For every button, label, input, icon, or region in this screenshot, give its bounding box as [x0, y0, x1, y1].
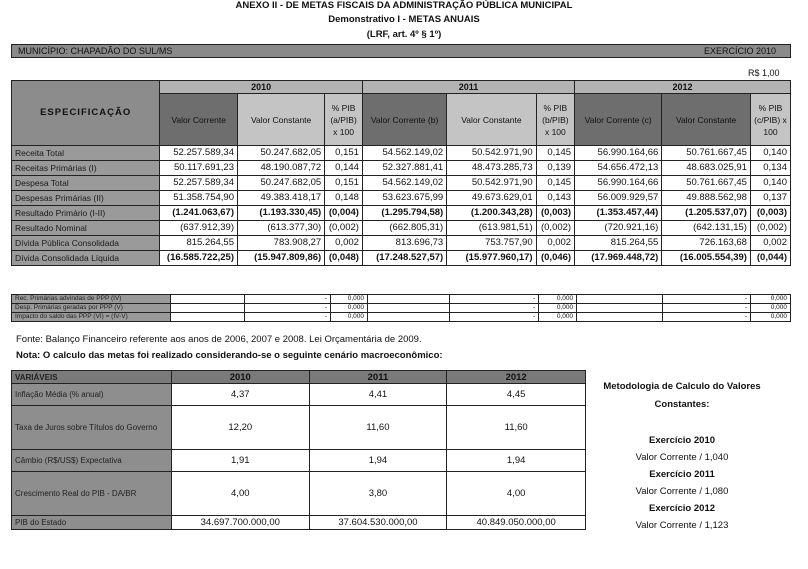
- table-cell: 783.908,27: [238, 236, 325, 251]
- methodology-formula-2010: Valor Corrente / 1,040: [635, 452, 729, 463]
- ppp-table: [11, 294, 791, 322]
- table-cell: 11,60: [447, 406, 586, 450]
- row-label: Desp. Primárias geradas por PPP (V): [12, 304, 171, 313]
- table-cell: -: [244, 313, 330, 322]
- table-cell: (16.585.722,25): [160, 251, 238, 266]
- table-cell: (0,002): [750, 221, 790, 236]
- table-row: [12, 313, 791, 322]
- col-header-pib-2011: % PIB (b/PIB) x 100: [536, 94, 574, 146]
- table-cell: 50.117.691,23: [160, 161, 238, 176]
- table-cell: [368, 313, 450, 322]
- table-cell: -: [244, 304, 330, 313]
- row-label: Resultado Nominal: [12, 221, 160, 236]
- table-row: [12, 161, 791, 176]
- table-cell: 4,00: [447, 472, 586, 516]
- col-header-current-2012: Valor Corrente (c): [575, 94, 662, 146]
- table-cell: (0,048): [325, 251, 363, 266]
- table-row: [12, 221, 791, 236]
- table-row: [12, 191, 791, 206]
- specification-header: ESPECIFICAÇÃO: [12, 81, 160, 146]
- table-cell: 1,94: [447, 450, 586, 472]
- table-cell: (662.805,31): [362, 221, 446, 236]
- row-label: Dívida Pública Consolidada: [12, 236, 160, 251]
- table-cell: 0,000: [751, 313, 791, 322]
- table-cell: 4,37: [171, 384, 309, 406]
- table-cell: -: [450, 295, 539, 304]
- methodology-year-2010: Exercício 2010: [648, 435, 716, 446]
- table-cell: [171, 313, 245, 322]
- table-cell: -: [663, 313, 751, 322]
- table-cell: -: [450, 313, 539, 322]
- table-row: [12, 406, 586, 450]
- table-cell: 753.757,90: [447, 236, 536, 251]
- table-cell: (15.977.960,17): [447, 251, 536, 266]
- year-header-2012: 2012: [575, 81, 791, 94]
- row-label: Receita Total: [12, 146, 160, 161]
- table-cell: 48.683.025,91: [662, 161, 751, 176]
- table-cell: [577, 295, 663, 304]
- table-cell: 50.247.682,05: [238, 146, 325, 161]
- table-cell: 52.327.881,41: [362, 161, 446, 176]
- table-cell: (0,046): [536, 251, 574, 266]
- table-cell: 49.383.418,17: [238, 191, 325, 206]
- table-cell: 54.562.149,02: [362, 146, 446, 161]
- table-cell: 0,140: [750, 176, 790, 191]
- table-cell: (17.248.527,57): [362, 251, 446, 266]
- table-cell: (0,044): [750, 251, 790, 266]
- table-row: [12, 304, 791, 313]
- table-cell: 54.656.472,13: [575, 161, 662, 176]
- table-cell: 815.264,55: [575, 236, 662, 251]
- table-cell: 4,41: [309, 384, 447, 406]
- table-cell: 0,000: [751, 304, 791, 313]
- methodology-formula-2011: Valor Corrente / 1,080: [635, 486, 729, 497]
- table-cell: 1,91: [171, 450, 309, 472]
- table-cell: 11,60: [309, 406, 447, 450]
- table-cell: (1.295.794,58): [362, 206, 446, 221]
- row-label: Despesas Primárias (II): [12, 191, 160, 206]
- table-cell: 0,144: [325, 161, 363, 176]
- row-label: Taxa de Juros sobre Títulos do Governo: [12, 406, 172, 450]
- col-header-pib-2010: % PIB (a/PIB) x 100: [325, 94, 363, 146]
- table-cell: [368, 295, 450, 304]
- row-label: Despesa Total: [12, 176, 160, 191]
- table-cell: 12,20: [171, 406, 309, 450]
- table-cell: 0,002: [536, 236, 574, 251]
- table-cell: 52.257.589,34: [160, 176, 238, 191]
- table-cell: 37.604.530.000,00: [309, 516, 447, 530]
- col-header-constant-2011: Valor Constante: [447, 94, 536, 146]
- table-cell: [171, 304, 245, 313]
- table-cell: 56.990.164,66: [575, 146, 662, 161]
- table-cell: 0,000: [751, 295, 791, 304]
- table-cell: (0,003): [536, 206, 574, 221]
- table-cell: 48.473.285,73: [447, 161, 536, 176]
- table-row: [12, 146, 791, 161]
- table-cell: 0,140: [750, 146, 790, 161]
- methodology-formula-2012: Valor Corrente / 1,123: [635, 520, 729, 531]
- table-cell: 51.358.754,90: [160, 191, 238, 206]
- table-cell: 0,134: [750, 161, 790, 176]
- table-cell: 3,80: [309, 472, 447, 516]
- col-header-constant-2012: Valor Constante: [662, 94, 751, 146]
- vars-year-header: 2011: [309, 371, 447, 384]
- methodology-year-2011: Exercício 2011: [649, 469, 715, 480]
- table-cell: 0,143: [536, 191, 574, 206]
- table-cell: 0,148: [325, 191, 363, 206]
- table-cell: (1.205.537,07): [662, 206, 751, 221]
- table-cell: (1.241.063,67): [160, 206, 238, 221]
- table-cell: (613.981,51): [447, 221, 536, 236]
- row-label: Impacto do saldo das PPP (VI) = (IV-V): [12, 313, 171, 322]
- row-label: Dívida Consolidada Líquida: [12, 251, 160, 266]
- table-cell: 50.761.667,45: [662, 146, 751, 161]
- row-label: Crescimento Real do PIB - DA/BR: [12, 472, 172, 516]
- table-row: [12, 472, 586, 516]
- methodology-box: [594, 378, 770, 534]
- table-cell: 0,000: [331, 304, 368, 313]
- table-cell: (637.912,39): [160, 221, 238, 236]
- table-cell: (720.921,16): [575, 221, 662, 236]
- row-label: Rec. Primárias advindas de PPP (IV): [12, 295, 171, 304]
- table-cell: -: [663, 304, 751, 313]
- table-cell: -: [244, 295, 330, 304]
- table-cell: 1,94: [309, 450, 447, 472]
- table-cell: -: [450, 304, 539, 313]
- table-cell: [577, 313, 663, 322]
- table-cell: [368, 304, 450, 313]
- table-cell: 50.542.971,90: [447, 146, 536, 161]
- table-cell: 726.163,68: [662, 236, 751, 251]
- table-cell: [171, 295, 245, 304]
- table-cell: 0,000: [331, 313, 368, 322]
- table-row: [12, 295, 791, 304]
- report-title: ANEXO II - DE METAS FISCAIS DA ADMINISTRAÇÃO PÚBLICA MUNICIPAL: [235, 0, 573, 11]
- report-subtitle: Demonstrativo I - METAS ANUAIS: [328, 14, 480, 25]
- source-note: Fonte: Balanço Financeiro referente aos anos de 2006, 2007 e 2008. Lei Orçamentária de 2009.: [16, 334, 422, 345]
- row-label: PIB do Estado: [12, 516, 172, 530]
- table-cell: 0,145: [536, 146, 574, 161]
- table-cell: 49.888.562,98: [662, 191, 751, 206]
- table-cell: 56.990.164,66: [575, 176, 662, 191]
- macro-variables-table: [11, 370, 586, 530]
- table-cell: 0,145: [536, 176, 574, 191]
- table-row: [12, 236, 791, 251]
- table-cell: 53.623.675,99: [362, 191, 446, 206]
- table-cell: 813.696,73: [362, 236, 446, 251]
- table-cell: (1.193.330,45): [238, 206, 325, 221]
- table-cell: 0,151: [325, 146, 363, 161]
- row-label: Inflação Média (% anual): [12, 384, 172, 406]
- table-cell: 49.673.629,01: [447, 191, 536, 206]
- table-cell: 0,000: [539, 304, 577, 313]
- table-cell: (1.353.457,44): [575, 206, 662, 221]
- table-cell: (16.005.554,39): [662, 251, 751, 266]
- methodology-year-2012: Exercício 2012: [648, 503, 716, 514]
- table-cell: (642.131,15): [662, 221, 751, 236]
- municipality-label: MUNICÍPIO: CHAPADÃO DO SUL/MS: [18, 46, 173, 56]
- table-cell: (15.947.809,86): [238, 251, 325, 266]
- table-cell: (1.200.343,28): [447, 206, 536, 221]
- report-legal-reference: (LRF, art. 4º § 1º): [366, 29, 442, 40]
- col-header-current-2011: Valor Corrente (b): [362, 94, 446, 146]
- table-cell: 50.542.971,90: [447, 176, 536, 191]
- table-cell: 34.697.700.000,00: [171, 516, 309, 530]
- table-cell: 0,139: [536, 161, 574, 176]
- table-cell: -: [663, 295, 751, 304]
- methodology-title: Metodologia de Calculo do Valores Constantes:: [603, 381, 761, 410]
- table-row: [12, 251, 791, 266]
- vars-year-header: 2012: [447, 371, 586, 384]
- vars-year-header: 2010: [171, 371, 309, 384]
- table-row: [12, 176, 791, 191]
- table-cell: [577, 304, 663, 313]
- table-cell: 54.562.149,02: [362, 176, 446, 191]
- year-header-2011: 2011: [362, 81, 574, 94]
- currency-unit: R$ 1,00: [748, 68, 780, 78]
- table-cell: 4,45: [447, 384, 586, 406]
- table-cell: 0,002: [325, 236, 363, 251]
- row-label: Receitas Primárias (I): [12, 161, 160, 176]
- fiscal-year-label: EXERCÍCIO 2010: [703, 46, 776, 56]
- table-cell: 0,151: [325, 176, 363, 191]
- vars-header-row: [12, 371, 586, 384]
- table-cell: (0,003): [750, 206, 790, 221]
- macro-note: Nota: O calculo das metas foi realizado considerando-se o seguinte cenário macroeconômico:: [16, 350, 443, 361]
- table-cell: 0,137: [750, 191, 790, 206]
- table-cell: 48.190.087,72: [238, 161, 325, 176]
- table-cell: 56.009.929,57: [575, 191, 662, 206]
- col-header-constant-2010: Valor Constante: [238, 94, 325, 146]
- table-cell: 52.257.589,34: [160, 146, 238, 161]
- table-cell: (613.377,30): [238, 221, 325, 236]
- table-cell: 4,00: [171, 472, 309, 516]
- table-row: [12, 384, 586, 406]
- table-row: [12, 516, 586, 530]
- row-label: Câmbio (R$/US$) Expectativa: [12, 450, 172, 472]
- table-cell: (17.969.448,72): [575, 251, 662, 266]
- table-cell: 50.761.667,45: [662, 176, 751, 191]
- table-cell: 0,000: [331, 295, 368, 304]
- col-header-pib-2012: % PIB (c/PIB) x 100: [750, 94, 790, 146]
- table-cell: 0,000: [539, 313, 577, 322]
- table-row: [12, 450, 586, 472]
- row-label: Resultado Primário (I-II): [12, 206, 160, 221]
- table-cell: 0,002: [750, 236, 790, 251]
- table-row: [12, 206, 791, 221]
- table-cell: (0,002): [325, 221, 363, 236]
- table-cell: (0,004): [325, 206, 363, 221]
- vars-header: VARIÁVEIS: [12, 371, 172, 384]
- table-cell: 40.849.050.000,00: [447, 516, 586, 530]
- table-cell: 50.247.682,05: [238, 176, 325, 191]
- year-header-2010: 2010: [160, 81, 363, 94]
- table-cell: (0,002): [536, 221, 574, 236]
- col-header-current-2010: Valor Corrente: [160, 94, 238, 146]
- table-cell: 0,000: [539, 295, 577, 304]
- table-cell: 815.264,55: [160, 236, 238, 251]
- annual-targets-table: [11, 80, 791, 266]
- municipality-bar: [11, 44, 791, 58]
